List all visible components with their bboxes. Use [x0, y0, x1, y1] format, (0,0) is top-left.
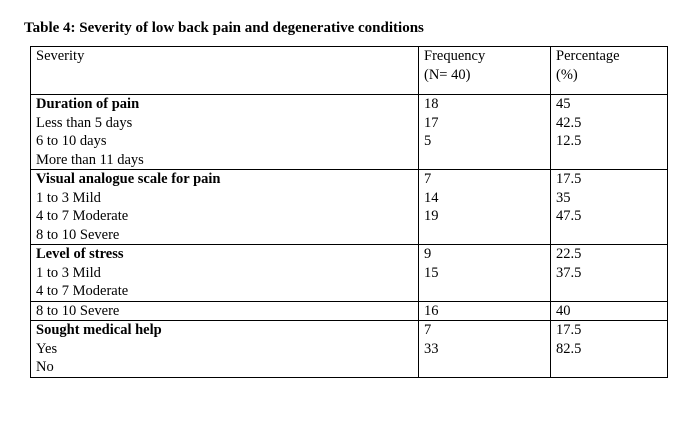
row-label: 6 to 10 days [36, 133, 107, 149]
frequency-value: 33 [424, 340, 439, 357]
group-cell-duration [31, 95, 419, 170]
percentage-value: 22.5 [556, 246, 582, 262]
group-cell-vas [31, 170, 419, 245]
percentage-value: 45 [556, 96, 571, 112]
percentage-value: 42.5 [556, 114, 582, 131]
header-percentage-label: Percentage [556, 48, 620, 64]
header-frequency-n: (N= 40) [424, 66, 471, 83]
row-label: 1 to 3 Mild [36, 264, 101, 281]
percentage-value: 35 [556, 189, 571, 206]
group-title: Sought medical help [36, 322, 162, 338]
frequency-cell [419, 321, 551, 378]
percentage-cell [551, 95, 668, 170]
header-percentage-unit: (%) [556, 66, 578, 83]
header-percentage [551, 47, 668, 95]
frequency-value: 7 [424, 171, 432, 187]
table-row [31, 95, 668, 170]
percentage-value: 17.5 [556, 322, 582, 338]
frequency-cell [419, 245, 551, 302]
header-severity [31, 47, 419, 95]
table-row [31, 301, 668, 321]
table-row [31, 321, 668, 378]
frequency-value: 14 [424, 189, 439, 206]
percentage-cell [551, 301, 668, 321]
row-label: Yes [36, 340, 58, 357]
group-title: Duration of pain [36, 96, 140, 112]
row-label: No [36, 359, 54, 375]
header-severity-label: Severity [36, 48, 85, 64]
percentage-cell [551, 321, 668, 378]
header-row [31, 47, 668, 95]
percentage-value: 37.5 [556, 264, 582, 281]
frequency-value: 15 [424, 264, 439, 281]
row-label: 8 to 10 Severe [36, 226, 120, 243]
percentage-cell [551, 170, 668, 245]
percentage-value: 47.5 [556, 208, 582, 224]
row-label: 1 to 3 Mild [36, 189, 101, 206]
table-caption: Table 4: Severity of low back pain and degenerative conditions [24, 20, 424, 36]
percentage-value: 82.5 [556, 340, 582, 357]
row-label: More than 11 days [36, 151, 144, 168]
frequency-value: 5 [424, 133, 432, 149]
severity-table [30, 46, 668, 378]
table-row [31, 170, 668, 245]
table-row [31, 245, 668, 302]
label-cell [31, 301, 419, 321]
row-label: 4 to 7 Moderate [36, 208, 129, 224]
group-cell-medical-help [31, 321, 419, 378]
percentage-value: 12.5 [556, 133, 582, 149]
frequency-value: 19 [424, 208, 439, 224]
frequency-cell [419, 170, 551, 245]
frequency-cell [419, 95, 551, 170]
header-frequency [419, 47, 551, 95]
frequency-value: 18 [424, 96, 439, 112]
frequency-cell [419, 301, 551, 321]
frequency-value: 7 [424, 322, 432, 338]
frequency-value: 16 [424, 302, 439, 319]
table-header [31, 47, 668, 95]
group-cell-stress [31, 245, 419, 302]
frequency-value: 17 [424, 114, 439, 131]
row-label: 4 to 7 Moderate [36, 283, 129, 299]
row-label: Less than 5 days [36, 114, 133, 131]
row-label: 8 to 10 Severe [36, 302, 120, 319]
header-frequency-label: Frequency [424, 48, 486, 64]
percentage-cell [551, 245, 668, 302]
group-title: Visual analogue scale for pain [36, 171, 221, 187]
frequency-value: 9 [424, 246, 432, 262]
percentage-value: 40 [556, 302, 571, 319]
group-title: Level of stress [36, 246, 124, 262]
percentage-value: 17.5 [556, 171, 582, 187]
